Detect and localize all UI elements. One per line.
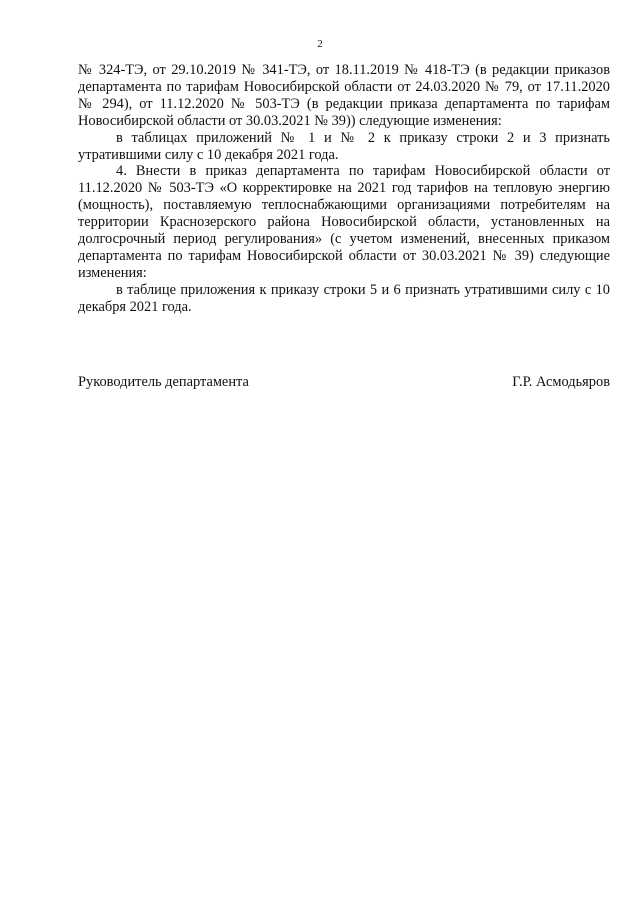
document-body [78, 62, 610, 316]
page-number: 2 [317, 38, 323, 50]
paragraph-table-rows-change: в таблице приложения к приказу строки 5 и 6 признать утратившими силу с 10 декабря 2021 года. [78, 281, 610, 315]
signature-block [78, 374, 610, 391]
paragraph-tables-change: в таблицах приложений № 1 и № 2 к приказу строки 2 и 3 признать утратившими силу с 10 декабря 2021 года. [78, 129, 610, 163]
signatory-name: Г.Р. Асмодьяров [512, 374, 610, 390]
signatory-position: Руководитель департамента [78, 374, 249, 390]
paragraph-continuation: № 324-ТЭ, от 29.10.2019 № 341-ТЭ, от 18.11.2019 № 418-ТЭ (в редакции приказов департамента по тарифам Новосибирской области от 24.03.2020 № 79, от 17.11.2020 № 294), от 11.12.2020 № 503-ТЭ (в редакции приказа департамента по тарифам Новосибирской области от 30.03.2021 № 39)) следующие изменения: [78, 62, 610, 129]
paragraph-item-4: 4. Внести в приказ департамента по тарифам Новосибирской области от 11.12.2020 № 503-ТЭ «О корректировке на 2021 год тарифов на тепловую энергию (мощность), поставляемую теплоснабжающими организациями потребителям на территории Краснозерского района Новосибирской области, установленных на долгосрочный период регулирования» (с учетом изменений, внесенных приказом департамента по тарифам Новосибирской области от 30.03.2021 № 39) следующие изменения: [78, 163, 610, 281]
